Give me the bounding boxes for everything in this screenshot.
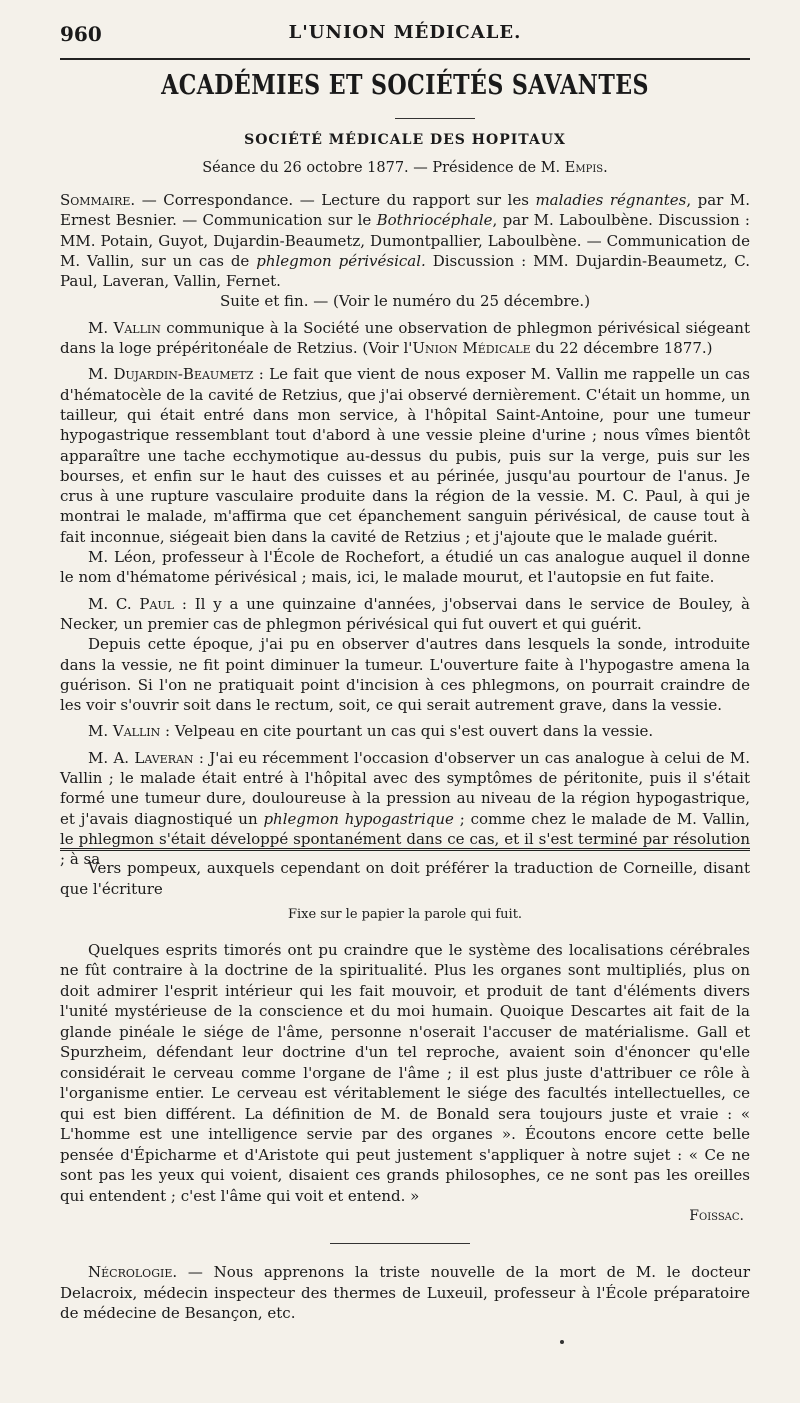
article-body: [60, 190, 750, 870]
paragraph-text: : Velpeau en cite pourtant un cas qui s'est ouvert dans la vessie.: [160, 722, 654, 741]
page-number: 960: [60, 22, 102, 46]
sommaire-italic: Bothriocéphale: [376, 211, 493, 230]
seance-line: [60, 160, 750, 176]
verse-quote: Fixe sur le papier la parole qui fuit.: [287, 907, 523, 922]
seance-suffix: .: [603, 160, 608, 176]
paragraph-text: du 22 décembre 1877.): [530, 339, 713, 358]
paragraph-text: : Il y a une quinzaine d'années, j'observai dans le service de Bouley, à Necker, un premier cas de phlegmon périvésical qui fut ouvert et qui guérit.: [60, 594, 750, 633]
paragraph-text: ; comme chez le malade de M. Vallin, le phlegmon s'était développé spontanément dans ce cas, et il s'est terminé par résolution ; à sa: [60, 809, 750, 869]
feuilleton-paragraph: Vers pompeux, auxquels cependant on doit préférer la traduction de Corneille, disant que l'écriture: [60, 859, 750, 898]
title-rule: [395, 118, 475, 119]
necrologie-text: . — Nous apprenons la triste nouvelle de la mort de M. le docteur Delacroix, médecin inspecteur des thermes de Luxeuil, professeur à l'École préparatoire de médecine de Besançon, etc.: [60, 1263, 750, 1322]
feuilleton-paragraph: Quelques esprits timorés ont pu craindre que le système des localisations cérébrales ne fût contraire à la doctrine de la spiritualité. Plus les organes sont multipliés, plus on doit admirer l'esprit intérieur qui les fait mouvoir, et produit de tant d'éléments divers l'unité mystérieuse de la conscience et du moi humain. Quoique Descartes ait fait de la glande pinéale le siége de l'âme, personne n'oserait l'accuser de matérialisme. Gall et Spurzheim, défendant leur doctrine d'un tel reproche, avaient soin d'énoncer qu'elle considérait le cerveau comme l'organe de l'âme ; il est plus juste d'attribuer ce rôle à l'organisme entier. Le cerveau est véritablement le siége des facultés intellectuelles, ce qui est bien différent. La définition de M. de Bonald sera toujours juste et vraie : « L'homme est une intelligence servie par des organes ». Écoutons encore cette belle pensée d'Épicharme et d'Aristote qui peut justement s'appliquer à notre sujet : « Ce ne sont pas les yeux qui voient, disaient ces grands philosophes, ce ne sont pas les oreilles qui entendent ; c'est l'âme qui voit et entend. »: [60, 940, 750, 1205]
sommaire-italic: maladies régnantes: [535, 191, 687, 209]
feuilleton-rule: [60, 848, 750, 854]
feuilleton: [60, 858, 750, 1227]
paragraph: M. Léon, professeur à l'École de Rochefort, a étudié un cas analogue auquel il donne le nom d'hématome périvésical ; mais, ici, le malade mourut, et l'autopsie en fut faite.: [60, 548, 750, 587]
sommaire: [60, 190, 750, 291]
necrologie-lead: Nécrologie: [88, 1263, 173, 1281]
suite-line: Suite et fin. — (Voir le numéro du 25 décembre.): [219, 292, 591, 311]
necrologie-paragraph: [60, 1262, 750, 1324]
sommaire-text: , par M. Laboulbène. Discussion : MM. Potain, Guyot, Dujardin-Beaumetz, Dumontpallier, Laboulbène. — Communication de M. Vallin, sur un cas de: [60, 211, 750, 270]
paragraph-italic: phlegmon hypogastrique: [263, 809, 454, 828]
paragraph-text: : J'ai eu récemment l'occasion d'observer un cas analogue à celui de M. Vallin ; le malade était entré à l'hôpital avec des symptômes de péritonite, puis il s'était formé une tumeur dure, douloureuse à la pression au niveau de la région hypogastrique, et j'avais diagnostiqué un: [60, 748, 750, 828]
paragraph-text: : Le fait que vient de nous exposer M. Vallin me rappelle un cas d'hématocèle de la cavité de Retzius, que j'ai observé dernièrement. C'était un homme, un tailleur, qui était entré dans mon service, à l'hôpital Saint-Antoine, pour une tumeur hypogastrique ressemblant tout d'abord à une vessie pleine d'urine ; nous vîmes bientôt apparaître une tache ecchymotique au-dessus du pubis, puis sur la verge, puis sur les bourses, et enfin sur le haut des cuisses et au périnée, jusqu'au pourtour de l'anus. Je crus à une rupture vasculaire produite dans la région de la vessie. M. C. Paul, à qui je montrai le malade, m'affirma que cet épanchement sanguin périvésical, de cause tout à fait inconnue, siégeait bien dans la cavité de Retzius ; et j'ajoute que le malade guérit.: [60, 365, 750, 546]
printer-mark: [560, 1340, 564, 1344]
author-signature: Foissac.: [689, 1208, 744, 1224]
speaker-name: M. A. Laveran: [88, 748, 194, 767]
paragraph: Depuis cette époque, j'ai pu en observer d'autres dans lesquels la sonde, introduite dans la vessie, ne fit point diminuer la tumeur. L'ouverture faite à l'hypogastre amena la guérison. Si l'on ne pratiquait point d'incision à ces phlegmons, on pourrait craindre de les voir s'ouvrir soit dans le rectum, soit, ce qui serait autrement grave, dans la vessie.: [60, 635, 750, 715]
sommaire-lead: Sommaire: [60, 191, 131, 209]
divider-rule: [330, 1243, 470, 1244]
seance-president: Empis: [564, 160, 604, 176]
seance-prefix: Séance du 26 octobre 1877. — Présidence de M.: [202, 160, 565, 176]
section-title: ACADÉMIES ET SOCIÉTÉS SAVANTES: [161, 70, 649, 101]
speaker-name: M. Dujardin-Beaumetz: [88, 365, 254, 384]
society-name: SOCIÉTÉ MÉDICALE DES HOPITAUX: [244, 132, 566, 148]
paragraph: [60, 594, 750, 635]
paragraph: [60, 721, 750, 741]
paragraph-text: communique à la Société une observation de phlegmon périvésical siégeant dans la loge prépéritonéale de Retzius. (Voir l': [60, 318, 750, 358]
header-rule: [60, 58, 750, 60]
sommaire-text: Discussion : MM. Dujardin-Beaumetz, C. Paul, Laveran, Vallin, Fernet.: [60, 251, 750, 291]
sommaire-text: , par M. Ernest Besnier. — Communication sur le: [60, 191, 750, 230]
necrologie: [60, 1262, 750, 1324]
speaker-name: M. Vallin: [88, 318, 161, 337]
speaker-name: M. Vallin: [88, 722, 161, 741]
sommaire-text: . — Correspondance. — Lecture du rapport sur les: [130, 191, 536, 209]
sommaire-italic: phlegmon périvésical.: [256, 251, 426, 270]
running-head: [60, 22, 750, 52]
paragraph: [60, 318, 750, 359]
paragraph: [60, 364, 750, 547]
speaker-name: M. C. Paul: [88, 594, 175, 613]
journal-title: L'UNION MÉDICALE.: [288, 22, 522, 43]
journal-reference: Union Médicale: [412, 339, 531, 358]
